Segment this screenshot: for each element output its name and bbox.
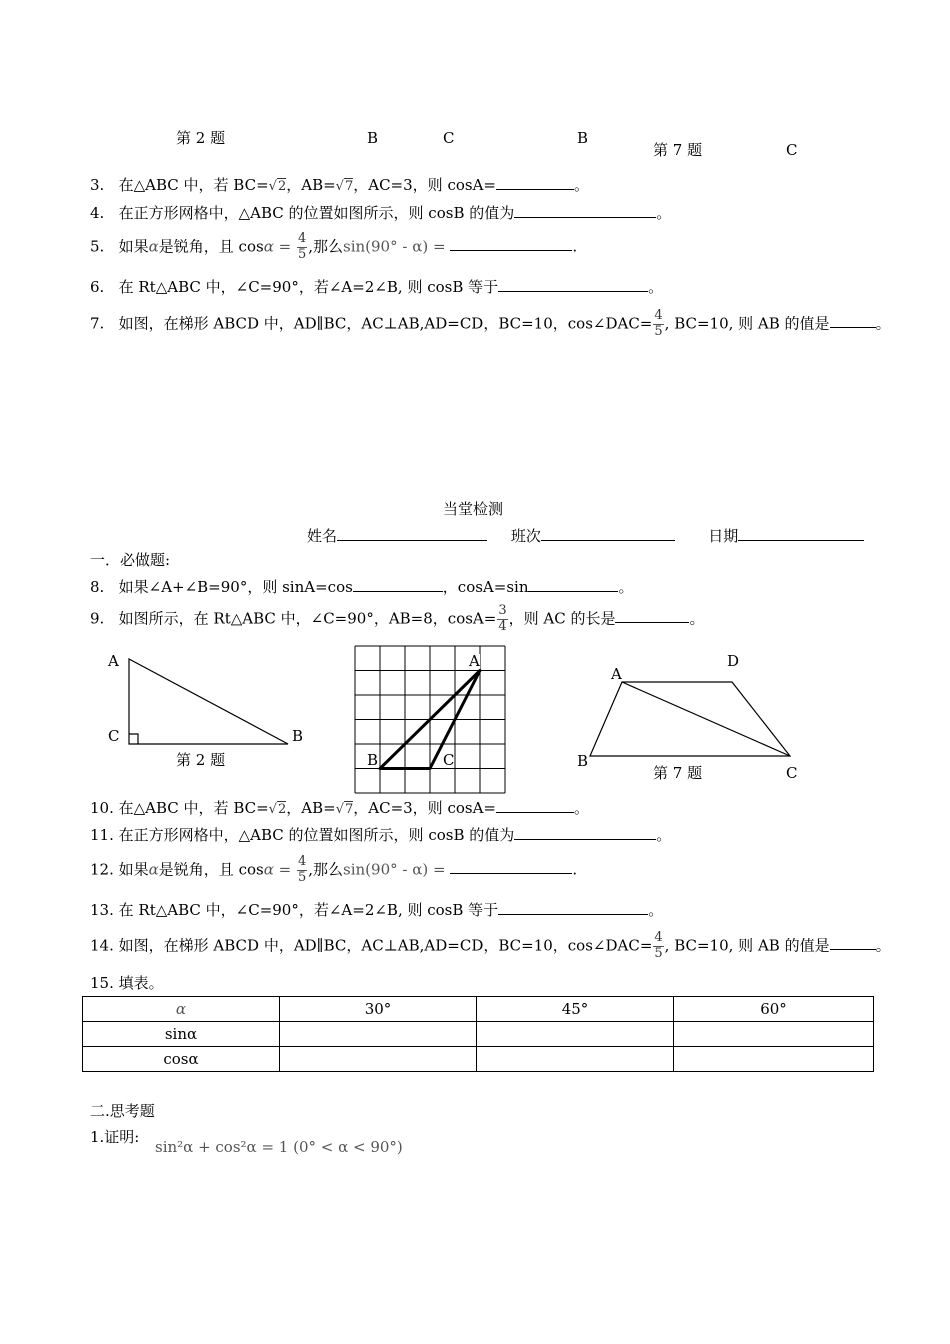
part1-heading: 一．必做题:	[90, 551, 171, 569]
row-label-sin: sinα	[83, 1022, 280, 1047]
question-12: 12. 如果α是锐角，且 cosα = $\frac{4}{5}$ ,那么sin(90° - α) = .	[90, 854, 578, 885]
answer-blank[interactable]	[528, 578, 618, 592]
date-field[interactable]	[738, 527, 864, 541]
answer-blank[interactable]	[498, 278, 648, 292]
row-label-cos: cosα	[83, 1047, 280, 1072]
table-cell[interactable]	[477, 1047, 674, 1072]
trig-value-table	[82, 996, 874, 1072]
answer-blank[interactable]	[496, 176, 574, 190]
grid-label-c-top: C	[443, 129, 455, 147]
fraction: $\frac{4}{5}$	[654, 930, 663, 961]
fig2-label-b: B	[292, 727, 304, 745]
fig7-caption: 第 7 题	[653, 764, 703, 782]
table-cell[interactable]	[674, 1022, 874, 1047]
table-row	[83, 1047, 874, 1072]
question-11: 11. 在正方形网格中，△ABC 的位置如图所示，则 cosB 的值为 。	[90, 826, 672, 844]
answer-blank[interactable]	[514, 826, 656, 840]
sqrt-symbol: √2	[268, 179, 287, 194]
answer-blank[interactable]	[830, 936, 876, 950]
student-info-row: 姓名 班次 日期	[307, 527, 864, 544]
question-4: 4. 在正方形网格中，△ABC 的位置如图所示，则 cosB 的值为 。	[90, 204, 672, 222]
answer-blank[interactable]	[498, 901, 648, 915]
header-30: 30°	[280, 997, 477, 1022]
class-field[interactable]	[541, 527, 675, 541]
fig7-label-a: A	[611, 665, 622, 683]
answer-blank[interactable]	[353, 578, 443, 592]
section-title: 当堂检测	[443, 500, 504, 518]
header-60: 60°	[674, 997, 874, 1022]
question-9: 9. 如图所示，在 Rt△ABC 中，∠C=90°，AB=8，cosA= $\frac{3}{4}$ ，则 AC 的长是 。	[90, 603, 705, 634]
answer-blank[interactable]	[830, 314, 876, 328]
figure-square-grid	[355, 646, 507, 796]
fraction: $\frac{4}{5}$	[654, 308, 663, 339]
fraction: $\frac{4}{5}$	[297, 854, 307, 885]
grid-label-a: A	[469, 652, 480, 670]
fig2-caption: 第 2 题	[176, 751, 226, 769]
fig7-label-c-top: C	[786, 141, 798, 159]
table-cell[interactable]	[674, 1047, 874, 1072]
table-cell[interactable]	[280, 1022, 477, 1047]
fraction: $\frac{4}{5}$	[297, 231, 307, 262]
grid-label-b: B	[367, 751, 379, 769]
grid-label-c: C	[443, 751, 455, 769]
table-cell[interactable]	[477, 1022, 674, 1047]
question-5: 5. 如果α是锐角，且 cosα = $\frac{4}{5}$ ,那么sin(90° - α) = .	[90, 231, 578, 262]
fraction: $\frac{3}{4}$	[498, 603, 507, 634]
grid-label-b-top: B	[367, 129, 379, 147]
table-cell[interactable]	[280, 1047, 477, 1072]
question-10: 10. 在△ABC 中，若 BC=√2，AB=√7，AC=3，则 cosA= 。	[90, 799, 590, 817]
question-3: 3. 在△ABC 中，若 BC=√2，AB=√7，AC=3，则 cosA= 。	[90, 176, 589, 194]
question-8: 8. 如果∠A+∠B=90°，则 sinA=cos ，cosA=sin 。	[90, 578, 634, 596]
answer-blank[interactable]	[450, 237, 572, 251]
table-row	[83, 1022, 874, 1047]
fig7-label-b: B	[577, 752, 589, 770]
header-45: 45°	[477, 997, 674, 1022]
fig2-label-a: A	[108, 652, 119, 670]
answer-blank[interactable]	[496, 799, 574, 813]
fig7-label-b-top: B	[577, 129, 589, 147]
question-13: 13. 在 Rt△ABC 中，∠C=90°，若∠A=2∠B, 则 cosB 等于 。	[90, 901, 664, 919]
question-14: 14. 如图，在梯形 ABCD 中，AD∥BC，AC⊥AB,AD=CD，BC=10，cos∠DAC= $\frac{4}{5}$ , BC=10, 则 AB 的值是 。	[90, 930, 891, 961]
answer-blank[interactable]	[615, 609, 689, 623]
fig7-label-c: C	[786, 764, 798, 782]
question-7: 7. 如图，在梯形 ABCD 中，AD∥BC，AC⊥AB,AD=CD，BC=10，cos∠DAC= $\frac{4}{5}$ , BC=10, 则 AB 的值是 。	[90, 308, 891, 339]
header-alpha: α	[83, 997, 280, 1022]
answer-blank[interactable]	[450, 860, 572, 874]
name-field[interactable]	[337, 527, 487, 541]
fig2-caption-top: 第 2 题	[176, 129, 226, 147]
answer-blank[interactable]	[514, 204, 656, 218]
figure-trapezoid	[580, 670, 800, 770]
part2-heading: 二.思考题	[90, 1102, 155, 1120]
fig7-caption-top: 第 7 题	[653, 141, 703, 159]
question-15: 15. 填表。	[90, 974, 164, 992]
question-6: 6. 在 Rt△ABC 中，∠C=90°，若∠A=2∠B, 则 cosB 等于 。	[90, 278, 664, 296]
proof-formula: sin²α + cos²α = 1 (0° < α < 90°)	[155, 1138, 403, 1156]
fig7-label-d: D	[727, 652, 740, 670]
table-header-row	[83, 997, 874, 1022]
proof-label: 1.证明:	[90, 1128, 140, 1146]
fig2-label-c: C	[108, 727, 120, 745]
